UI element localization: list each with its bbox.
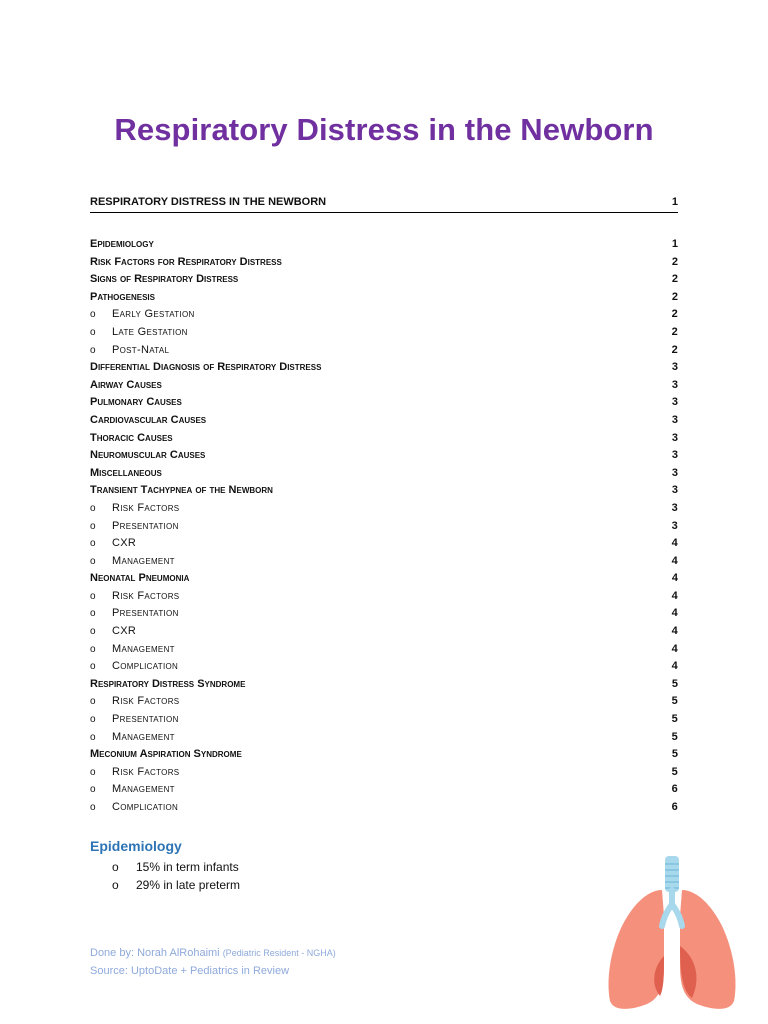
toc-subentry[interactable] [90, 342, 678, 360]
lungs-icon [602, 856, 742, 1016]
bullet-marker: o [90, 643, 96, 655]
toc-subentry[interactable] [90, 693, 678, 711]
footer [90, 944, 336, 980]
toc-entry-page: 5 [671, 695, 678, 708]
toc-entry-page: 2 [671, 273, 678, 286]
toc-entry-page: 6 [671, 783, 678, 796]
toc-entry-label: Pathogenesis [90, 290, 155, 303]
toc-entry-page: 4 [671, 589, 678, 602]
toc-entry[interactable] [90, 430, 678, 448]
toc-subentry[interactable] [90, 799, 678, 817]
bullet-marker: o [112, 860, 119, 874]
toc-entry-page: 3 [671, 501, 678, 514]
bullet-marker: o [90, 590, 96, 602]
bullet-marker: o [90, 309, 96, 321]
bullet-marker: o [90, 661, 96, 673]
toc-subentry[interactable] [90, 781, 678, 799]
bullet-text: 29% in late preterm [136, 878, 241, 892]
bullet-text: 15% in term infants [136, 860, 239, 874]
table-of-contents [90, 236, 678, 817]
toc-entry[interactable] [90, 447, 678, 465]
toc-heading-label: RESPIRATORY DISTRESS IN THE NEWBORN [90, 196, 327, 208]
toc-entry-label: Respiratory Distress Syndrome [90, 677, 246, 690]
toc-entry-page: 4 [671, 537, 678, 550]
toc-entry-page: 3 [671, 519, 678, 532]
toc-entry-page: 3 [671, 361, 678, 374]
toc-entry-page: 2 [671, 308, 678, 321]
toc-entry-label: Thoracic Causes [90, 431, 173, 444]
toc-entry-label: Presentation [112, 713, 179, 726]
toc-entry[interactable] [90, 359, 678, 377]
toc-subentry[interactable] [90, 623, 678, 641]
toc-entry-page: 3 [671, 466, 678, 479]
page-title: Respiratory Distress in the Newborn [114, 112, 654, 147]
toc-subentry[interactable] [90, 711, 678, 729]
toc-entry-page: 5 [671, 713, 678, 726]
author-line [90, 944, 336, 962]
toc-entry[interactable] [90, 236, 678, 254]
toc-entry-label: Post-Natal [112, 343, 170, 356]
toc-entry-label: Miscellaneous [90, 466, 162, 479]
toc-entry-label: Risk Factors for Respiratory Distress [90, 255, 282, 268]
toc-subentry[interactable] [90, 588, 678, 606]
toc-entry-page: 5 [671, 748, 678, 761]
toc-entry-page: 3 [671, 449, 678, 462]
toc-entry[interactable] [90, 394, 678, 412]
toc-entry-label: Cardiovascular Causes [90, 413, 207, 426]
toc-entry-page: 3 [671, 484, 678, 497]
toc-heading[interactable] [90, 196, 678, 213]
trachea-shape [665, 856, 679, 892]
toc-entry-label: Airway Causes [90, 378, 162, 391]
bullet-marker: o [90, 626, 96, 638]
bullet-marker: o [90, 538, 96, 550]
bullet-marker: o [90, 766, 96, 778]
toc-entry-label: Neuromuscular Causes [90, 449, 206, 462]
toc-entry[interactable] [90, 377, 678, 395]
toc-subentry[interactable] [90, 324, 678, 342]
toc-entry-label: Risk Factors [112, 765, 180, 778]
toc-subentry[interactable] [90, 729, 678, 747]
toc-entry-label: Neonatal Pneumonia [90, 572, 190, 585]
section-heading-epidemiology: Epidemiology [90, 838, 182, 854]
toc-entry-page: 4 [671, 642, 678, 655]
toc-subentry[interactable] [90, 641, 678, 659]
toc-subentry[interactable] [90, 605, 678, 623]
toc-entry-page: 2 [671, 343, 678, 356]
source-line: Source: UptoDate + Pediatrics in Review [90, 965, 290, 977]
bullet-marker: o [90, 784, 96, 796]
toc-entry-label: Differential Diagnosis of Respiratory Distress [90, 361, 322, 374]
bullet-marker: o [90, 696, 96, 708]
toc-entry[interactable] [90, 254, 678, 272]
author-name: Done by: Norah AlRohaimi [90, 947, 220, 959]
bullet-marker: o [90, 714, 96, 726]
bullet-marker: o [90, 802, 96, 813]
toc-subentry[interactable] [90, 306, 678, 324]
author-role: (Pediatric Resident - NGHA) [222, 948, 336, 958]
toc-entry-label: Presentation [112, 519, 179, 532]
toc-entry-page: 4 [671, 625, 678, 638]
toc-entry-page: 6 [671, 801, 678, 813]
bullet-marker: o [90, 731, 96, 743]
toc-entry-page: 3 [671, 413, 678, 426]
toc-entry-label: Risk Factors [112, 501, 180, 514]
toc-entry-page: 3 [671, 396, 678, 409]
toc-entry-label: Signs of Respiratory Distress [90, 273, 239, 286]
toc-subentry[interactable] [90, 518, 678, 536]
toc-entry-label: Meconium Aspiration Syndrome [90, 748, 242, 761]
bullet-marker: o [90, 555, 96, 567]
toc-entry[interactable] [90, 482, 678, 500]
left-lung-shape [609, 890, 665, 1009]
toc-entry[interactable] [90, 746, 678, 764]
toc-heading-page: 1 [671, 196, 678, 208]
toc-subentry[interactable] [90, 658, 678, 676]
bullet-marker: o [90, 326, 96, 338]
toc-entry-label: Management [112, 642, 175, 655]
toc-entry-label: Management [112, 783, 175, 796]
toc-entry[interactable] [90, 676, 678, 694]
toc-entry-page: 4 [671, 554, 678, 567]
toc-entry-page: 5 [671, 765, 678, 778]
toc-entry-label: Late Gestation [112, 325, 188, 338]
bronchi-shape [662, 890, 682, 926]
toc-entry-label: Presentation [112, 607, 179, 620]
toc-entry-label: Risk Factors [112, 695, 180, 708]
toc-entry-label: Early Gestation [112, 308, 195, 321]
toc-entry[interactable] [90, 465, 678, 483]
toc-entry-label: Epidemiology [90, 238, 154, 250]
toc-entry-page: 4 [671, 660, 678, 673]
toc-entry-label: CXR [112, 537, 137, 550]
bullet-marker: o [90, 344, 96, 356]
toc-entry-label: Complication [112, 660, 179, 673]
toc-entry-page: 2 [671, 255, 678, 268]
toc-entry-label: Risk Factors [112, 589, 180, 602]
toc-subentry[interactable] [90, 500, 678, 518]
toc-entry-page: 1 [671, 238, 678, 250]
toc-entry-page: 5 [671, 677, 678, 690]
bullet-marker: o [90, 502, 96, 514]
toc-entry-label: Complication [112, 801, 179, 813]
toc-entry[interactable] [90, 412, 678, 430]
bullet-marker: o [90, 608, 96, 620]
toc-entry-label: Pulmonary Causes [90, 396, 182, 409]
toc-subentry[interactable] [90, 535, 678, 553]
toc-entry-page: 3 [671, 378, 678, 391]
toc-subentry[interactable] [90, 553, 678, 571]
toc-subentry[interactable] [90, 764, 678, 782]
bullet-marker: o [112, 878, 119, 892]
toc-entry-label: Transient Tachypnea of the Newborn [90, 484, 273, 497]
toc-entry-label: Management [112, 554, 175, 567]
bullet-marker: o [90, 520, 96, 532]
toc-entry-label: Management [112, 730, 175, 743]
toc-entry-page: 2 [671, 325, 678, 338]
toc-entry[interactable] [90, 289, 678, 307]
toc-entry-page: 4 [671, 607, 678, 620]
toc-entry[interactable] [90, 570, 678, 588]
toc-entry-page: 4 [671, 572, 678, 585]
toc-entry-page: 2 [671, 290, 678, 303]
toc-entry[interactable] [90, 271, 678, 289]
toc-entry-page: 5 [671, 730, 678, 743]
toc-entry-page: 3 [671, 431, 678, 444]
toc-entry-label: CXR [112, 625, 137, 638]
